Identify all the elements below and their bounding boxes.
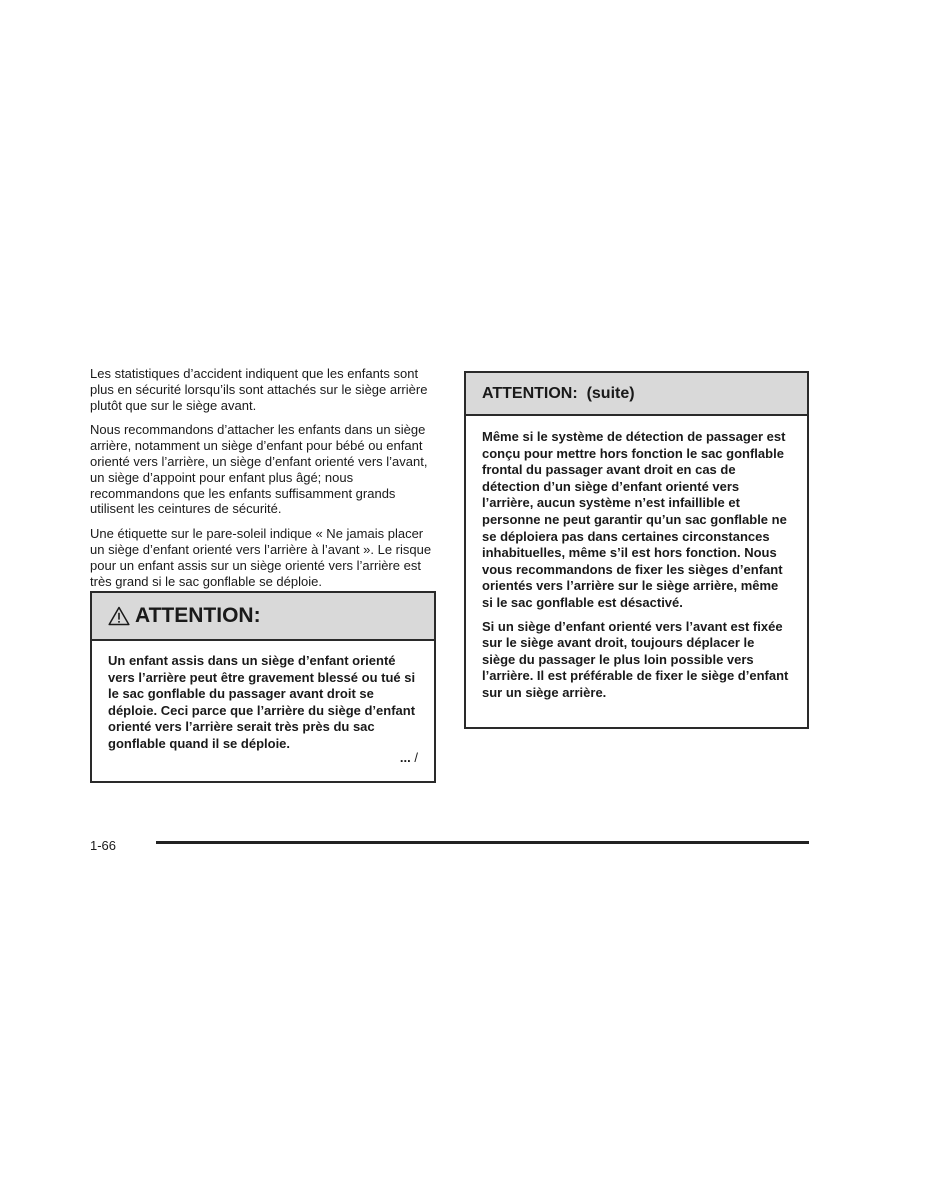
attention-header	[92, 593, 434, 641]
attention-continued-header	[466, 373, 807, 416]
continued-ellipsis: ...	[399, 750, 411, 765]
attention-title: ATTENTION:	[135, 604, 261, 627]
paragraph-sun-visor-label: Une étiquette sur le pare-soleil indique « Ne jamais placer un siège d’enfant orienté vers l’arrière à l’avant ». Le risque pour un enfant assis sur un siège orienté vers l’arrière est très grand si le sac gonflable se déploie.	[90, 526, 432, 589]
attention-continued-paragraph-forward-seat: Si un siège d’enfant orienté vers l’avant est fixée sur le siège avant droit, toujours déplacer le siège du passager le plus loin possible vers l’arrière. Il est préférable de fixer le siège d’enfant sur un siège arrière.	[482, 618, 789, 700]
continued-indicator	[400, 750, 418, 765]
attention-body-text: Un enfant assis dans un siège d’enfant orienté vers l’arrière peut être gravement blessé ou tué si le sac gonflable du passager avant droit se déploie. Ceci parce que l’arrière du siège d’enfant orienté vers l’arrière serait très près du sac gonflable quand il se déploie.	[108, 653, 416, 751]
footer-rule	[156, 841, 809, 844]
attention-warning-box	[90, 591, 436, 783]
attention-continued-box	[464, 371, 809, 729]
attention-continued-body	[466, 416, 807, 702]
warning-triangle-icon	[108, 606, 130, 626]
attention-continued-title: ATTENTION: (suite)	[482, 384, 635, 402]
attention-body	[92, 641, 434, 753]
page-number: 1-66	[90, 838, 117, 853]
continued-mark: /	[414, 750, 418, 765]
paragraph-accident-statistics: Les statistiques d’accident indiquent que les enfants sont plus en sécurité lorsqu’ils sont attachés sur le siège arrière plutôt que sur le siège avant.	[90, 366, 428, 413]
paragraph-rear-seat-recommendation: Nous recommandons d’attacher les enfants dans un siège arrière, notamment un siège d’enfant pour bébé ou enfant orienté vers l’arrière, un siège d’enfant orienté vers l’avant, un siège d’appoint pour enfant plus âgé; nous recommandons que les enfants suffisamment grands utilisent les ceintures de sécurité.	[90, 422, 428, 517]
attention-continued-paragraph-detection: Même si le système de détection de passager est conçu pour mettre hors fonction le sac gonflable frontal du passager avant droit en cas de détection d’un siège d’enfant orienté vers l’arrière, aucun système n’est infaillible et personne ne peut garantir qu’un sac gonflable ne se déploiera pas dans certaines circonstances inhabituelles, même s’il est hors fonction. Nous vous recommandons de fixer les sièges d’enfant orientés vers l’arrière sur le siège arrière, même si le sac gonflable est désactivé.	[482, 429, 787, 610]
left-column	[90, 366, 438, 598]
